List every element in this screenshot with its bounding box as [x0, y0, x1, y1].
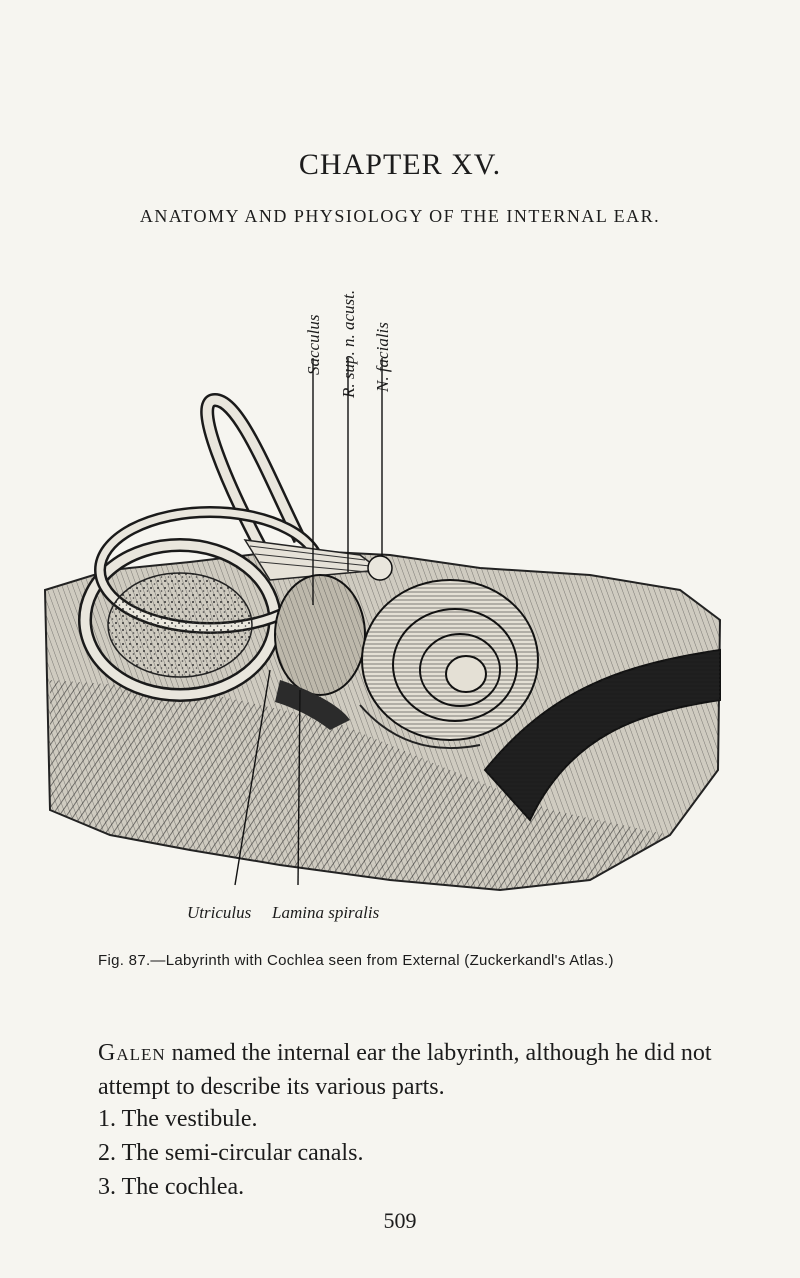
label-r-sup-n-acust: R. sup. n. acust. — [339, 289, 358, 398]
lead-word: Galen — [98, 1040, 166, 1066]
figure-caption: Fig. 87.—Labyrinth with Cochlea seen from External (Zuckerkandl's Atlas.) — [98, 952, 614, 969]
label-n-facialis: N. facialis — [373, 322, 392, 392]
list-item: 1. The vestibule. — [98, 1106, 258, 1132]
label-lamina-spiralis: Lamina spiralis — [272, 903, 380, 922]
page-number: 509 — [383, 1208, 417, 1233]
list-item: 3. The cochlea. — [98, 1174, 245, 1200]
labyrinth-illustration — [30, 250, 740, 930]
chapter-subtitle: ANATOMY AND PHYSIOLOGY OF THE INTERNAL EAR. — [139, 206, 661, 226]
canal-fill-area — [108, 573, 252, 677]
chapter-heading: CHAPTER XV. — [298, 148, 502, 181]
parts-list — [98, 1102, 738, 1204]
facial-nerve-section — [368, 556, 392, 580]
label-utriculus: Utriculus — [187, 903, 252, 922]
label-sacculus: Sacculus — [304, 314, 323, 375]
paragraph-text: named the internal ear the labyrinth, although he did not attempt to describe its various parts. — [98, 1040, 712, 1100]
body-paragraph — [98, 1036, 738, 1104]
list-item: 2. The semi-circular canals. — [98, 1140, 364, 1166]
